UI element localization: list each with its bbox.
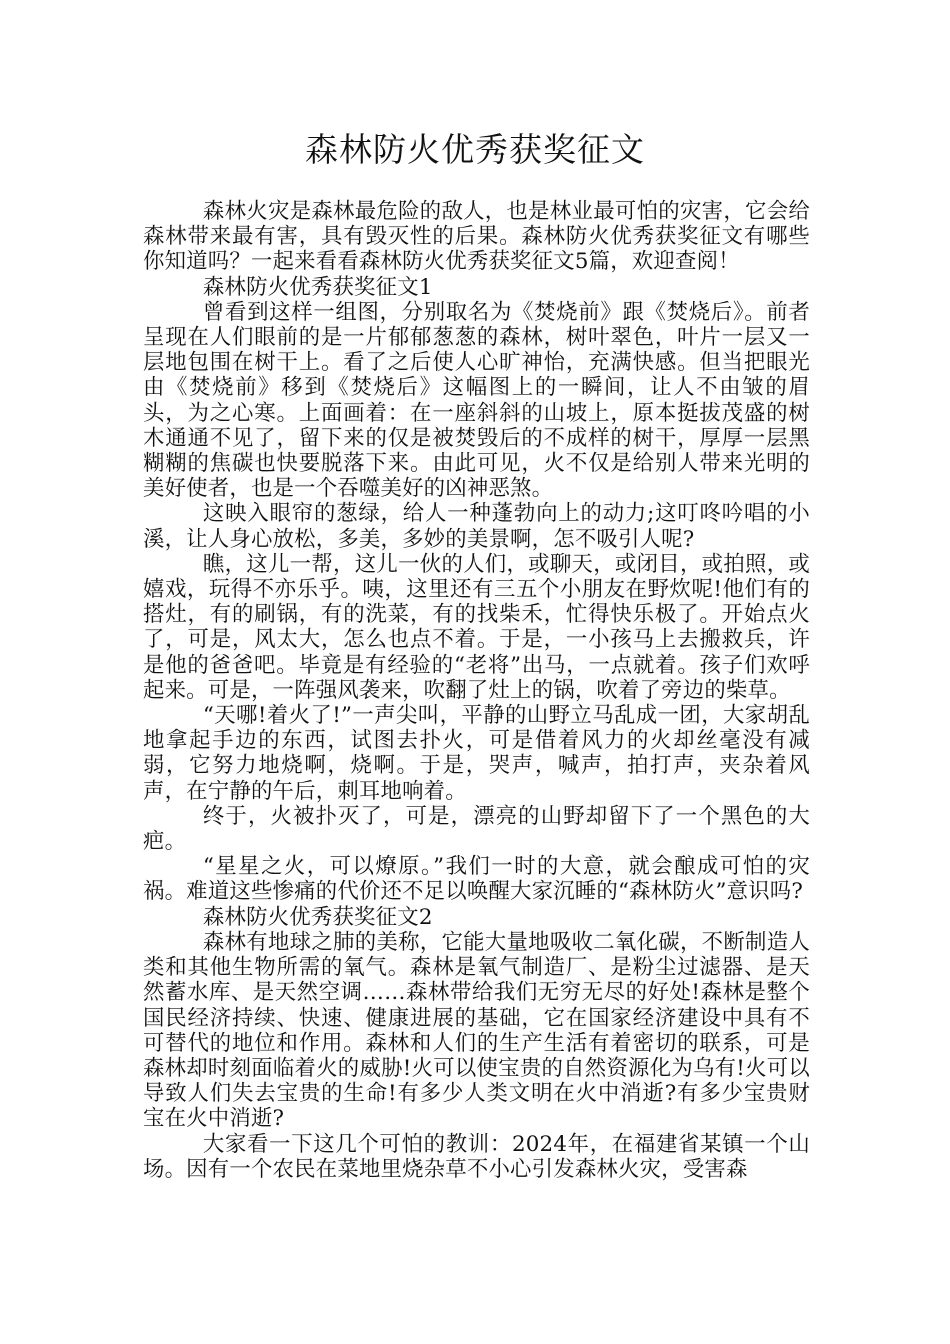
paragraph: 森林有地球之肺的美称，它能大量地吸收二氧化碳，不断制造人类和其他生物所需的氧气。森林是氧气制造厂、是粉尘过滤器、是天然蓄水库、是天然空调……森林带给我们无穷无尽的好处!森林是整个国民经济持续、快速、健康进展的基础，它在国家经济建设中具有不可替代的地位和作用。森林和人们的生产生活有着密切的联系，可是森林却时刻面临着火的威胁!火可以使宝贵的自然资源化为乌有!火可以导致人们失去宝贵的生命!有多少人类文明在火中消逝?有多少宝贵财宝在火中消逝? — [143, 929, 810, 1132]
paragraph: 曾看到这样一组图，分别取名为《焚烧前》跟《焚烧后》。前者呈现在人们眼前的是一片郁郁葱葱的森林，树叶翠色，叶片一层又一层地包围在树干上。看了之后使人心旷神怡，充满快感。但当把眼光由《焚烧前》移到《焚烧后》这幅图上的一瞬间，让人不由皱的眉头，为之心寒。上面画着：在一座斜斜的山坡上，原本挺拔茂盛的树木通通不见了，留下来的仅是被焚毁后的不成样的树干，厚厚一层黑糊糊的焦碳也快要脱落下来。由此可见，火不仅是给别人带来光明的美好使者，也是一个吞噬美好的凶神恶煞。 — [143, 299, 810, 502]
document-title: 森林防火优秀获奖征文 — [305, 130, 645, 169]
paragraph: 瞧，这儿一帮，这儿一伙的人们，或聊天，或闭目，或拍照，或嬉戏，玩得不亦乐乎。咦，这里还有三五个小朋友在野炊呢!他们有的搭灶，有的刷锅，有的洗菜，有的找柴禾，忙得快乐极了。开始点火了，可是，风太大，怎么也点不着。于是，一小孩马上去搬救兵，许是他的爸爸吧。毕竟是有经验的“老将”出马，一点就着。孩子们欢呼起来。可是，一阵强风袭来，吹翻了灶上的锅，吹着了旁边的柴草。 — [143, 551, 810, 703]
section-heading-1: 森林防火优秀获奖征文1 — [202, 274, 433, 300]
paragraph: “天哪!着火了!”一声尖叫，平静的山野立马乱成一团，大家胡乱地拿起手边的东西，试图去扑火，可是借着风力的火却丝毫没有减弱，它努力地烧啊，烧啊。于是，哭声，喊声，拍打声，夹杂着风声，在宁静的午后，刺耳地响着。 — [143, 703, 810, 804]
section-heading-2: 森林防火优秀获奖征文2 — [202, 904, 433, 930]
document-body — [143, 199, 810, 1182]
paragraph: 这映入眼帘的葱绿，给人一种蓬勃向上的动力;这叮咚吟唱的小溪，让人身心放松，多美，多妙的美景啊，怎不吸引人呢? — [143, 501, 810, 552]
paragraph: “星星之火，可以燎原。”我们一时的大意，就会酿成可怕的灾祸。难道这些惨痛的代价还不足以唤醒大家沉睡的“森林防火”意识吗? — [143, 854, 810, 905]
paragraph: 终于，火被扑灭了，可是，漂亮的山野却留下了一个黑色的大疤。 — [143, 803, 810, 855]
intro-paragraph: 森林火灾是森林最危险的敌人，也是林业最可怕的灾害，它会给森林带来最有害，具有毁灭性的后果。森林防火优秀获奖征文有哪些你知道吗？一起来看看森林防火优秀获奖征文5篇，欢迎查阅！ — [143, 199, 810, 275]
paragraph: 大家看一下这几个可怕的教训：2024年，在福建省某镇一个山场。因有一个农民在菜地里烧杂草不小心引发森林火灾，受害森 — [143, 1131, 810, 1182]
